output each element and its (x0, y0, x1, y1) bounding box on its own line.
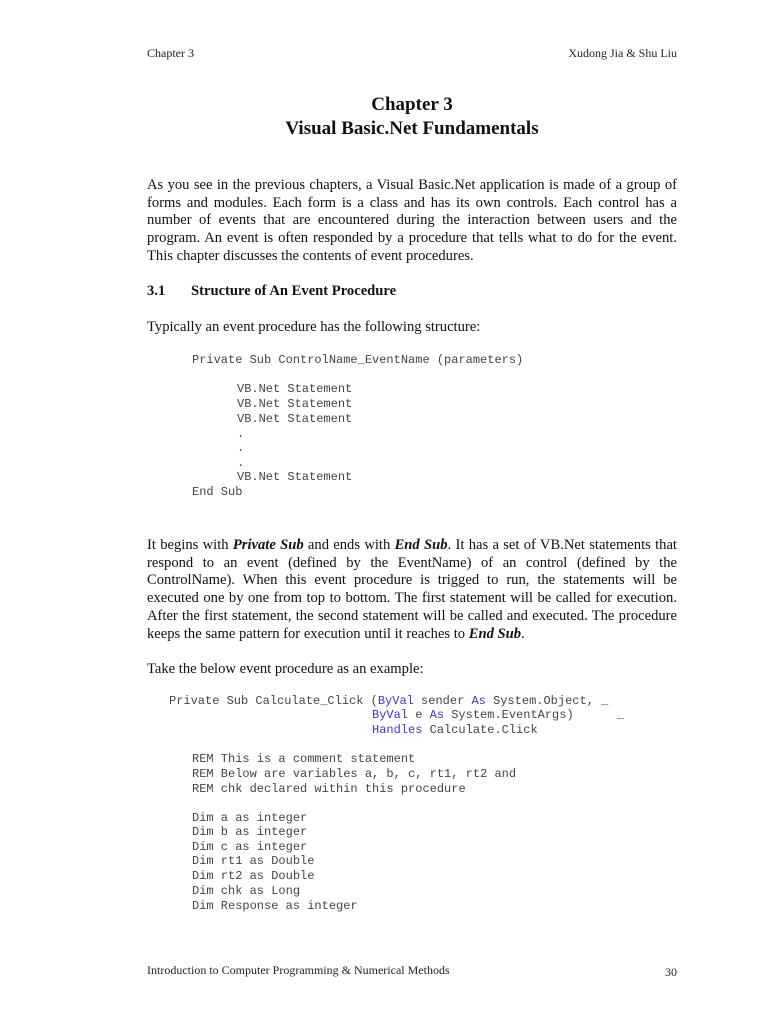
section-number: 3.1 (147, 283, 166, 299)
end-sub-emphasis: End Sub (468, 625, 522, 642)
code-keyword: As (471, 694, 486, 708)
running-header-right: Xudong Jia & Shu Liu (568, 46, 677, 60)
running-header-left: Chapter 3 (147, 46, 194, 60)
section-title: Structure of An Event Procedure (191, 283, 397, 299)
structure-code-statement: VB.Net Statement (237, 470, 353, 484)
example-code-declaration: Dim b as integer (192, 825, 308, 839)
code-text: System.EventArgs) _ (444, 708, 625, 722)
example-code-declaration: Dim rt2 as Double (192, 869, 315, 883)
running-footer-title: Introduction to Computer Programming & Numerical Methods (147, 963, 450, 977)
example-code-declaration: Dim c as integer (192, 840, 308, 854)
structure-intro-text: Typically an event procedure has the following structure: (147, 319, 481, 335)
example-code-handles-line (372, 723, 538, 738)
example-code-declaration: Dim a as integer (192, 811, 308, 825)
example-code-signature-line (169, 694, 608, 709)
chapter-name: Visual Basic.Net Fundamentals (285, 118, 539, 139)
end-sub-emphasis: End Sub (394, 537, 448, 553)
structure-code-ellipsis-dot: . (237, 427, 245, 441)
code-keyword: ByVal (377, 694, 414, 708)
section-heading (147, 283, 396, 300)
code-text: sender (413, 694, 472, 708)
code-keyword: Handles (372, 723, 423, 737)
structure-code-sub-line: Private Sub ControlName_EventName (parameters) (192, 353, 524, 367)
code-keyword: ByVal (372, 708, 409, 722)
structure-code-statement: VB.Net Statement (237, 412, 353, 426)
page-number: 30 (665, 965, 677, 979)
private-sub-emphasis: Private Sub (232, 537, 304, 553)
example-code-declaration: Dim rt1 as Double (192, 854, 315, 868)
explanation-text: . It has a set of VB.Net statements that respond to an event (defined by the EventName) of an control (defined by the ControlName). When this event procedure is trigged to run, the statements will be executed one by one from top to bottom. The first statement will be called for execution. After the first statement, the second statement will be called and executed. The procedure keeps the same pattern for execution until it reaches to (147, 537, 677, 642)
chapter-title (147, 93, 677, 141)
explanation-text: It begins with (147, 537, 233, 553)
structure-code-statement: VB.Net Statement (237, 397, 353, 411)
code-keyword: As (429, 708, 445, 722)
example-code-signature-line (372, 708, 624, 723)
example-code-declaration: Dim chk as Long (192, 884, 301, 898)
chapter-number: Chapter 3 (371, 94, 453, 115)
structure-code-ellipsis-dot: . (237, 456, 245, 470)
structure-code-ellipsis-dot: . (237, 441, 245, 455)
example-intro-text: Take the below event procedure as an example: (147, 661, 424, 677)
code-text: e (408, 708, 430, 722)
structure-code-end-line: End Sub (192, 485, 243, 499)
example-code-comment: REM This is a comment statement (192, 752, 416, 766)
code-text: Calculate.Click (422, 723, 538, 737)
explanation-text: and ends with (303, 537, 395, 553)
example-code-comment: REM Below are variables a, b, c, rt1, rt2 and (192, 767, 517, 781)
example-code-comment: REM chk declared within this procedure (192, 782, 466, 796)
explanation-text: . (521, 625, 525, 642)
structure-code-statement: VB.Net Statement (237, 382, 353, 396)
example-code-declaration: Dim Response as integer (192, 899, 358, 913)
explanation-paragraph (147, 537, 677, 643)
intro-paragraph: As you see in the previous chapters, a Visual Basic.Net application is made of a group of forms and modules. Each form is a class and has its own controls. Each control has a number of events that are encountered during the interaction between users and the program. An event is often responded by a procedure that tells what to do for the event. This chapter discusses the contents of event procedures. (147, 177, 677, 264)
code-text: Private Sub Calculate_Click ( (169, 694, 378, 708)
code-text: System.Object, _ (485, 694, 609, 708)
